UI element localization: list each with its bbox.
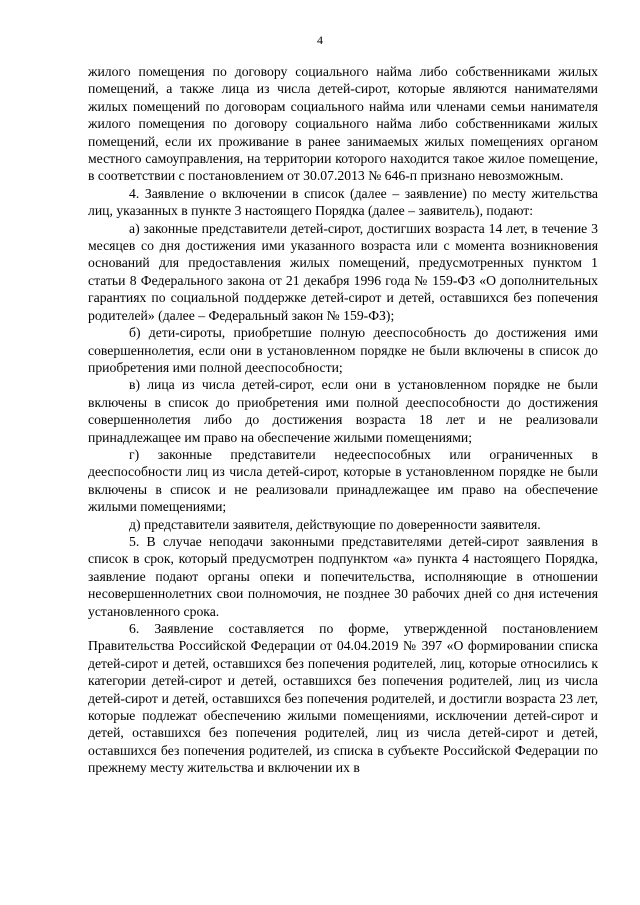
page-number: 4 <box>317 33 323 47</box>
paragraph-subitem-b: б) дети-сироты, приобретшие полную дееспособность до достижения ими совершеннолетия, если они в установленном порядке не были включены в список до приобретения ими полной дееспособности; <box>88 325 598 375</box>
paragraph-subitem-a: а) законные представители детей-сирот, достигших возраста 14 лет, в течение 3 месяцев со дня достижения ими указанного возраста или с момента возникновения оснований для предоставления жилых помещений, предусмотренных пунктом 1 статьи 8 Федерального закона от 21 декабря 1996 года № 159-ФЗ «О дополнительных гарантиях по социальной поддержке детей-сирот и детей, оставшихся без попечения родителей» (далее – Федеральный закон № 159-ФЗ); <box>88 220 598 323</box>
paragraph-subitem-v: в) лица из числа детей-сирот, если они в установленном порядке не были включены в список до приобретения ими полной дееспособности до достижения совершеннолетия либо до достижения возраста 18 лет и не реализовали принадлежащее им право на обеспечение жилыми помещениями; <box>88 377 598 445</box>
paragraph-item-4: 4. Заявление о включении в список (далее – заявление) по месту жительства лиц, указанных в пункте 3 настоящего Порядка (далее – заявитель), подают: <box>88 185 598 219</box>
paragraph-subitem-d: д) представители заявителя, действующие по доверенности заявителя. <box>129 516 541 532</box>
document-body <box>88 63 598 777</box>
paragraph-continuation: жилого помещения по договору социального найма либо собственниками жилых помещений, а также лица из числа детей-сирот, которые являются нанимателями жилых помещений по договорам социального найма или членами семьи нанимателя жилого помещения по договору социального найма либо собственниками жилых помещений, если их проживание в ранее занимаемых жилых помещениях органом местного самоуправления, на территории которого находится такое жилое помещение, в соответствии с постановлением от 30.07.2013 № 646-п признано невозможным. <box>88 64 598 184</box>
paragraph-subitem-g: г) законные представители недееспособных или ограниченных в дееспособности лиц из числа детей-сирот, которые в установленном порядке не были включены в список и не реализовали принадлежащее им право на обеспечение жилыми помещениями; <box>88 446 598 515</box>
paragraph-item-5: 5. В случае неподачи законными представителями детей-сирот заявления в список в срок, который предусмотрен подпунктом «а» пункта 4 настоящего Порядка, заявление подают органы опеки и попечительства, исполняющие в отношении несовершеннолетних свои полномочия, не позднее 30 рабочих дней со дня истечения установленного срока. <box>88 533 598 619</box>
paragraph-item-6: 6. Заявление составляется по форме, утвержденной постановлением Правительства Российской Федерации от 04.04.2019 № 397 «О формировании списка детей-сирот и детей, оставшихся без попечения родителей, лиц, которые относились к категории детей-сирот и детей, оставшихся без попечения родителей, лиц из числа детей-сирот и детей, оставшихся без попечения родителей, и достигли возраста 23 лет, которые подлежат обеспечению жилыми помещениями, исключении детей-сирот и детей, оставшихся без попечения родителей, лиц из числа детей-сирот и детей, оставшихся без попечения родителей, из списка в субъекте Российской Федерации по прежнему месту жительства и включении их в <box>88 621 598 776</box>
